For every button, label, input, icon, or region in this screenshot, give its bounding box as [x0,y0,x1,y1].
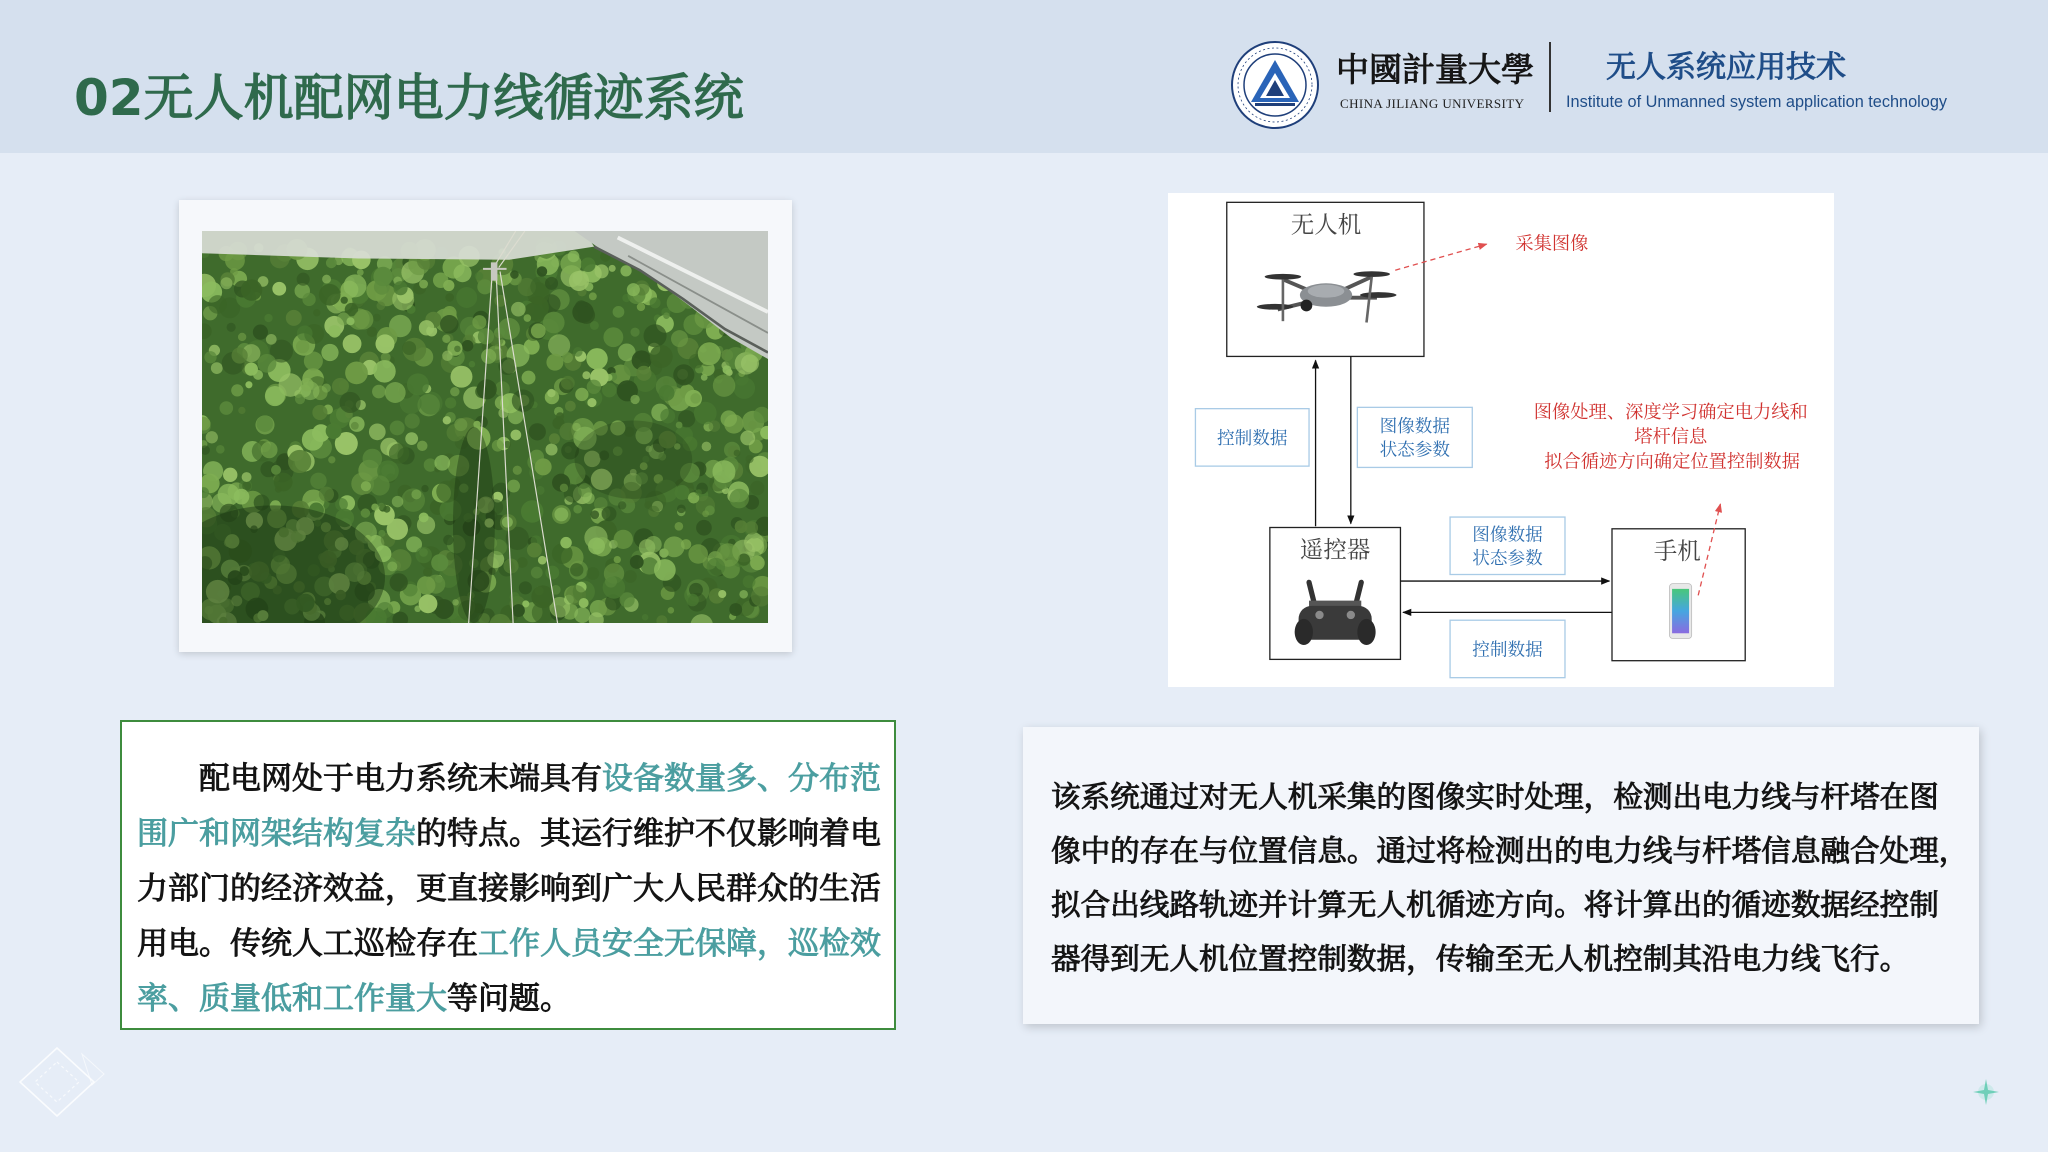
foliage-texture [546,443,558,455]
sparkle-icon [1972,1078,2000,1106]
foliage-texture [373,267,392,286]
foliage-texture [266,334,277,345]
foliage-texture [341,297,348,304]
foliage-texture [622,294,630,302]
foliage-texture [300,378,313,391]
intro-text-segment: 的特点。其运行维护不仅影响着电 [416,816,881,852]
foliage-texture [238,333,246,341]
foliage-texture [417,576,436,595]
photo-card [179,200,792,652]
foliage-texture [609,265,616,272]
foliage-texture [654,559,676,581]
foliage-texture [445,293,454,302]
foliage-texture [405,413,420,428]
page-title: 02无人机配网电力线循迹系统 [74,69,744,127]
foliage-texture [750,481,764,495]
foliage-texture [369,423,386,440]
foliage-texture [442,335,450,343]
foliage-texture [373,360,395,382]
processing-note: 拟合循迹方向确定位置控制数据 [1544,451,1800,473]
foliage-texture [510,430,521,441]
foliage-texture [253,325,268,340]
foliage-texture [603,327,623,347]
foliage-texture [357,269,364,276]
foliage-texture [402,341,416,355]
foliage-texture [389,443,409,463]
foliage-texture [326,258,337,269]
remote-label: 遥控器 [1299,535,1371,564]
phone-label: 手机 [1653,536,1701,565]
intro-highlight-segment: 工作人员安全无保障，巡检效 [478,926,881,962]
foliage-texture [613,306,625,318]
foliage-texture [220,277,232,289]
foliage-texture [371,503,378,510]
foliage-texture [578,306,596,324]
foliage-texture [443,535,453,545]
foliage-texture [472,315,486,329]
foliage-texture [419,280,428,289]
system-paragraph [1051,770,1968,986]
intro-highlight-segment: 设备数量多、分布范 [602,761,881,797]
foliage-texture [650,345,673,368]
system-diagram [1168,193,1834,687]
foliage-texture [522,371,536,385]
foliage-texture [475,272,484,281]
foliage-texture [746,455,754,463]
institute-name-en: Institute of Unmanned system application technology [1566,93,1948,111]
foliage-texture [549,433,560,444]
intro-paragraph [137,752,881,1027]
foliage-texture [446,552,455,561]
foliage-texture [660,409,675,424]
foliage-texture [208,295,227,314]
foliage-texture [328,456,335,463]
foliage-texture [322,383,331,392]
foliage-texture [392,496,404,507]
drone-control-label: 控制数据 [1217,428,1288,449]
foliage-texture [502,517,513,528]
foliage-texture [351,422,359,430]
foliage-texture [450,366,472,388]
foliage-texture [702,510,709,517]
foliage-texture [393,281,407,295]
intro-text-segment: 配电网处于电力系统末端具有 [199,761,602,797]
foliage-texture [445,397,456,408]
system-line: 该系统通过对无人机采集的图像实时处理，检测出电力线与杆塔在图 [1051,780,1939,814]
foliage-texture [510,270,519,279]
foliage-texture [450,387,459,396]
foliage-texture [206,431,218,443]
foliage-texture [343,334,362,353]
foliage-texture [258,354,277,373]
foliage-texture [698,342,721,365]
intro-highlight-segment: 率、质量低和工作量大 [137,981,447,1017]
foliage-texture [223,468,237,482]
institute-name-cn: 无人系统应用技术 [1606,50,1846,85]
foliage-texture [718,590,726,598]
foliage-texture [390,420,405,435]
power-line-photo [202,231,768,623]
processing-note: 塔杆信息 [1634,426,1708,448]
foliage-texture [587,380,601,394]
foliage-texture [695,489,702,496]
foliage-texture [257,416,273,432]
foliage-texture [296,340,309,353]
header-band [0,0,2048,153]
foliage-texture [415,547,431,563]
foliage-texture [264,314,272,322]
intro-text-segment: 等问题。 [447,981,571,1017]
foliage-texture [686,594,699,607]
intro-text-box [120,720,896,1030]
foliage-texture [545,277,558,290]
foliage-texture [407,373,429,395]
phone-uplink-label: 状态参数 [1472,549,1543,570]
foliage-texture [723,365,732,374]
foliage-texture [419,320,434,335]
foliage-texture [232,347,248,363]
foliage-texture [630,395,639,404]
foliage-texture [367,327,377,337]
foliage-texture [321,344,338,361]
foliage-texture [671,330,688,347]
foliage-texture [401,488,425,512]
drone-uplink-label: 状态参数 [1379,440,1451,461]
foliage-texture [477,279,492,294]
foliage-texture [637,303,645,311]
foliage-texture [588,538,605,555]
foliage-texture [573,505,582,514]
intro-line [137,752,881,807]
system-description-box [1023,727,1979,1024]
foliage-texture [582,371,590,379]
system-line: 器得到无人机位置控制数据，传输至无人机控制其沿电力线飞行。 [1051,942,1910,976]
foliage-texture [740,431,755,446]
foliage-texture [302,429,324,451]
foliage-texture [579,598,589,608]
foliage-texture [477,379,497,399]
foliage-texture [561,376,575,390]
university-name-cn: 中國計量大學 [1336,50,1534,89]
foliage-texture [531,567,543,579]
foliage-texture [211,362,223,374]
foliage-texture [545,566,559,580]
foliage-texture [319,487,334,502]
foliage-texture [733,377,755,399]
foliage-texture [335,498,348,511]
foliage-texture [589,292,597,300]
foliage-texture [434,455,450,471]
foliage-texture [361,481,371,491]
foliage-texture [590,321,599,330]
foliage-texture [288,450,311,473]
foliage-texture [511,302,526,317]
foliage-texture [227,323,236,332]
foliage-texture [676,422,683,429]
foliage-texture [241,279,262,300]
foliage-texture [690,393,700,403]
drone-label: 无人机 [1290,210,1362,239]
foliage-texture [630,555,644,569]
foliage-texture [322,275,331,284]
photo-shadow [575,420,693,498]
foliage-texture [524,314,532,322]
foliage-texture [312,405,327,420]
foliage-texture [405,432,418,445]
system-diagram-svg [1168,193,1834,687]
foliage-texture [529,423,546,440]
foliage-texture [469,361,476,368]
foliage-texture [663,312,670,319]
foliage-texture [537,266,547,276]
foliage-texture [650,297,661,308]
foliage-texture [456,287,477,308]
foliage-texture [712,460,735,483]
foliage-texture [443,416,451,424]
foliage-texture [574,607,590,623]
foliage-texture [242,472,252,482]
intro-text-segment: 用电。传统人工巡检存在 [137,926,478,962]
foliage-texture [442,351,452,361]
university-name-en: CHINA JILIANG UNIVERSITY [1340,96,1525,111]
foliage-texture [568,250,580,262]
university-seal-icon [1230,40,1320,130]
foliage-texture [319,284,341,306]
foliage-texture [216,445,225,454]
foliage-texture [527,543,542,558]
diamond-decoration-icon [12,1040,112,1130]
foliage-texture [569,271,589,291]
foliage-texture [702,442,712,452]
foliage-texture [668,607,675,614]
foliage-texture [271,465,281,475]
phone-control-label: 控制数据 [1472,640,1543,661]
foliage-texture [420,392,443,415]
foliage-texture [531,585,554,608]
foliage-texture [377,302,386,311]
foliage-texture [729,489,749,509]
drone-uplink-label: 图像数据 [1379,417,1451,438]
foliage-texture [583,492,595,504]
foliage-texture [231,384,243,396]
foliage-texture [332,378,349,395]
foliage-texture [560,484,568,492]
foliage-texture [673,364,694,385]
foliage-texture [390,573,408,591]
foliage-texture [620,265,631,276]
foliage-texture [481,349,496,364]
foliage-texture [614,530,633,549]
foliage-texture [538,556,547,565]
intro-line [137,862,881,917]
foliage-texture [547,389,555,397]
foliage-texture [586,348,607,369]
foliage-texture [696,520,712,536]
foliage-texture [565,401,576,412]
foliage-texture [440,315,459,334]
foliage-texture [531,323,546,338]
foliage-texture [387,518,408,539]
foliage-texture [373,314,381,322]
foliage-texture [573,347,583,357]
foliage-texture [454,346,461,353]
foliage-texture [387,561,397,571]
foliage-texture [286,310,302,326]
foliage-texture [522,600,529,607]
foliage-texture [346,317,354,325]
foliage-texture [431,554,448,571]
foliage-texture [272,282,286,296]
foliage-texture [302,293,315,306]
foliage-texture [590,510,599,519]
intro-line [137,807,881,862]
foliage-texture [554,507,568,521]
foliage-texture [636,366,651,381]
foliage-texture [345,362,368,385]
foliage-texture [575,388,588,401]
capture-label: 采集图像 [1515,233,1589,255]
foliage-texture [721,410,737,426]
power-line-photo-image [202,231,768,623]
foliage-texture [707,558,726,577]
foliage-texture [570,563,583,576]
foliage-texture [745,521,758,534]
foliage-texture [739,590,748,599]
foliage-texture [562,352,573,363]
foliage-texture [238,407,245,414]
foliage-texture [543,312,565,334]
foliage-texture [419,512,429,522]
foliage-texture [328,325,341,338]
foliage-texture [443,280,454,291]
foliage-texture [741,354,759,372]
foliage-texture [560,537,572,548]
foliage-texture [734,450,741,457]
foliage-texture [546,354,563,371]
foliage-texture [452,599,459,606]
foliage-texture [462,340,474,351]
foliage-texture [297,325,313,341]
foliage-texture [602,506,617,521]
foliage-texture [627,283,640,296]
foliage-texture [587,398,596,407]
foliage-texture [512,604,525,617]
foliage-texture [624,570,637,583]
foliage-texture [675,522,684,531]
foliage-texture [507,480,520,493]
foliage-texture [642,614,649,621]
foliage-texture [370,475,390,495]
foliage-texture [204,351,216,363]
photo-shadow [453,427,495,623]
foliage-texture [630,328,639,337]
foliage-texture [297,273,310,286]
foliage-texture [361,508,370,517]
foliage-texture [234,489,250,505]
foliage-texture [677,504,686,513]
system-line: 像中的存在与位置信息。通过将检测出的电力线与杆塔信息融合处理， [1051,834,1969,868]
foliage-texture [586,567,599,580]
foliage-texture [363,449,383,469]
foliage-texture [274,473,293,492]
foliage-texture [513,466,522,475]
foliage-texture [378,530,385,537]
foliage-texture [595,264,609,278]
foliage-texture [743,575,756,588]
foliage-texture [245,381,252,388]
foliage-texture [709,420,721,431]
foliage-texture [419,594,438,613]
foliage-texture [220,401,234,415]
foliage-texture [454,418,467,431]
foliage-texture [535,458,552,475]
foliage-texture [645,536,662,553]
foliage-texture [372,385,386,399]
foliage-texture [478,328,494,344]
phone-uplink-label: 图像数据 [1472,525,1543,546]
foliage-texture [261,442,278,459]
foliage-texture [519,581,532,594]
foliage-texture [492,440,504,452]
foliage-texture [713,374,735,396]
intro-line [137,917,881,972]
intro-highlight-segment: 围广和网架结构复杂 [137,816,416,852]
foliage-texture [353,310,373,330]
foliage-texture [581,257,596,272]
foliage-texture [659,385,675,401]
foliage-texture [729,603,742,616]
foliage-texture [375,334,394,353]
foliage-texture [664,536,685,557]
foliage-texture [265,386,285,406]
foliage-texture [605,576,617,588]
foliage-texture [385,382,406,403]
foliage-texture [417,441,427,451]
foliage-texture [310,473,326,489]
foliage-texture [383,506,390,513]
foliage-texture [618,501,626,509]
foliage-texture [688,544,708,564]
intro-line [137,972,881,1027]
system-line: 拟合出线路轨迹并计算无人机循迹方向。将计算出的循迹数据经控制 [1051,888,1939,922]
processing-note: 图像处理、深度学习确定电力线和 [1533,401,1808,423]
foliage-texture [556,412,564,420]
foliage-texture [340,392,361,413]
foliage-texture [423,568,432,577]
intro-text-segment: 力部门的经济效益，更直接影响到广大人民群众的生活 [137,871,881,907]
foliage-texture [644,324,667,347]
header-divider [1549,42,1551,112]
foliage-texture [313,309,320,316]
foliage-texture [614,556,621,563]
foliage-texture [421,485,428,492]
foliage-texture [377,602,393,618]
smartphone-icon [1669,584,1691,639]
foliage-texture [326,423,342,439]
foliage-texture [536,486,545,495]
foliage-texture [245,362,258,375]
